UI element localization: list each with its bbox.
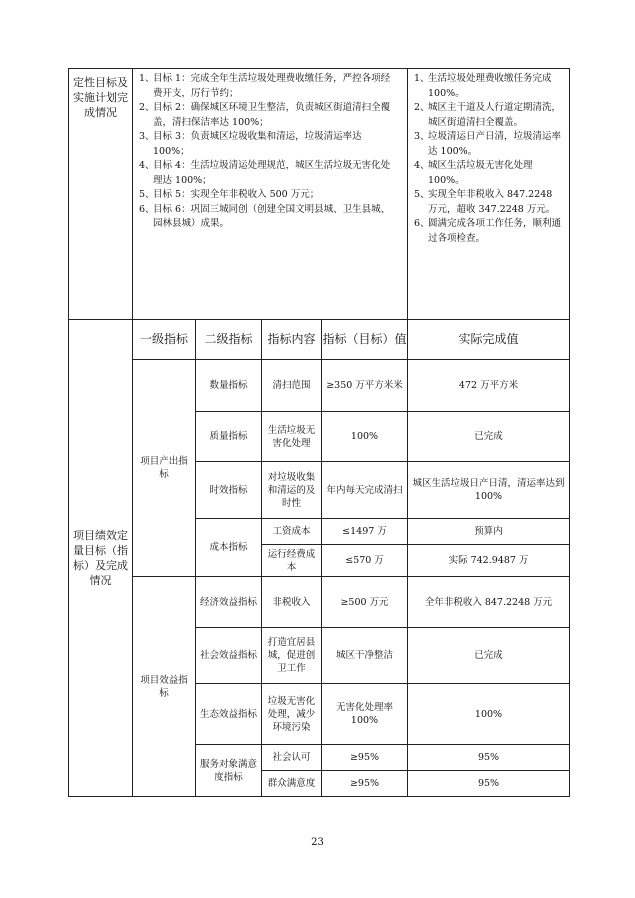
targets-cell <box>133 69 408 320</box>
header-content: 指标内容 <box>262 320 322 360</box>
table-row <box>69 577 570 628</box>
public-satisfaction-target: ≥95% <box>322 771 408 797</box>
operating-cost-content: 运行经费成本 <box>262 545 322 577</box>
header-actual: 实际完成值 <box>408 320 570 360</box>
social-actual: 已完成 <box>408 628 570 684</box>
list-item-number: 4、 <box>414 160 430 171</box>
list-item <box>139 72 399 101</box>
list-item-text: 目标 3：负责城区垃圾收集和清运，垃圾清运率达 100%； <box>153 131 362 157</box>
social-content: 打造宜居县城，促进创卫工作 <box>262 628 322 684</box>
ecological-content: 垃圾无害化处理，减少环境污染 <box>262 684 322 745</box>
quantity-content: 清扫范围 <box>262 360 322 412</box>
page-number: 23 <box>311 837 324 848</box>
timeliness-content: 对垃圾收集和清运的及时性 <box>262 462 322 519</box>
benefit-level1: 项目效益指标 <box>133 577 196 797</box>
economic-level2: 经济效益指标 <box>196 577 262 628</box>
public-satisfaction-actual: 95% <box>408 771 570 797</box>
list-item-text: 垃圾清运日产日清，垃圾清运率达 100%。 <box>428 131 562 157</box>
list-item <box>139 101 399 130</box>
timeliness-actual: 城区生活垃圾日产日清，清运率达到 100% <box>408 462 570 519</box>
list-item-number: 5、 <box>414 189 430 200</box>
list-item-number: 1、 <box>139 73 155 84</box>
quality-target: 100% <box>322 412 408 462</box>
header-row <box>69 320 570 360</box>
list-item-text: 目标 2：确保城区环境卫生整洁，负责城区街道清扫全覆盖，清扫保洁率达 100%； <box>153 102 391 128</box>
list-item <box>414 130 561 159</box>
list-item <box>139 130 399 159</box>
quantity-level2: 数量指标 <box>196 360 262 412</box>
list-item-number: 2、 <box>139 102 155 113</box>
cost-level2: 成本指标 <box>196 519 262 577</box>
wage-cost-content: 工资成本 <box>262 519 322 545</box>
social-recognition-target: ≥95% <box>322 745 408 771</box>
list-item-text: 圆满完成各项工作任务，顺利通过各项检查。 <box>428 218 562 244</box>
social-recognition-content: 社会认可 <box>262 745 322 771</box>
header-target: 指标（目标）值 <box>322 320 408 360</box>
economic-actual: 全年非税收入 847.2248 万元 <box>408 577 570 628</box>
list-item <box>139 159 399 188</box>
list-item-number: 3、 <box>414 131 430 142</box>
list-item-text: 目标 5：实现全年非税收入 500 万元； <box>153 189 320 200</box>
list-item-text: 目标 1：完成全年生活垃圾处理费收缴任务，严控各项经费开支，厉行节约； <box>153 73 391 99</box>
quantitative-indicators-table <box>68 319 570 797</box>
satisfaction-level2: 服务对象满意度指标 <box>196 745 262 797</box>
quality-content: 生活垃圾无害化处理 <box>262 412 322 462</box>
list-item <box>414 188 561 217</box>
wage-cost-target: ≤1497 万 <box>322 519 408 545</box>
targets-list <box>133 69 407 235</box>
list-item <box>139 188 399 203</box>
qualitative-section-label: 定性目标及实施计划完成情况 <box>69 69 133 320</box>
ecological-actual: 100% <box>408 684 570 745</box>
list-item <box>414 217 561 246</box>
ecological-level2: 生态效益指标 <box>196 684 262 745</box>
ecological-target: 无害化处理率 100% <box>322 684 408 745</box>
results-list <box>408 69 569 249</box>
list-item-number: 3、 <box>139 131 155 142</box>
list-item-text: 实现全年非税收入 847.2248 万元，超收 347.2248 万元。 <box>428 189 556 215</box>
list-item-text: 目标 4：生活垃圾清运处理规范，城区生活垃圾无害化处理达 100%； <box>153 160 391 186</box>
quantity-actual: 472 万平方米 <box>408 360 570 412</box>
timeliness-level2: 时效指标 <box>196 462 262 519</box>
list-item-text: 生活垃圾处理费收缴任务完成 100%。 <box>428 73 552 99</box>
social-recognition-actual: 95% <box>408 745 570 771</box>
operating-cost-target: ≤570 万 <box>322 545 408 577</box>
list-item-text: 目标 6：巩固三城同创（创建全国文明县城、卫生县城、园林县城）成果。 <box>153 203 391 229</box>
list-item-number: 2、 <box>414 102 430 113</box>
list-item <box>139 203 399 232</box>
header-level2: 二级指标 <box>196 320 262 360</box>
social-level2: 社会效益指标 <box>196 628 262 684</box>
quantitative-section-label: 项目绩效定量目标（指标）及完成情况 <box>69 320 133 797</box>
list-item <box>414 159 561 188</box>
economic-target: ≥500 万元 <box>322 577 408 628</box>
operating-cost-actual: 实际 742.9487 万 <box>408 545 570 577</box>
list-item-text: 城区主干道及人行道定期清洗，城区街道清扫全覆盖。 <box>428 102 562 128</box>
header-level1: 一级指标 <box>133 320 196 360</box>
quality-level2: 质量指标 <box>196 412 262 462</box>
list-item-number: 6、 <box>414 218 430 229</box>
list-item <box>414 72 561 101</box>
list-item <box>414 101 561 130</box>
results-cell <box>408 69 570 320</box>
wage-cost-actual: 预算内 <box>408 519 570 545</box>
list-item-number: 6、 <box>139 203 155 215</box>
public-satisfaction-content: 群众满意度 <box>262 771 322 797</box>
list-item-number: 4、 <box>139 160 155 171</box>
output-level1: 项目产出指标 <box>133 360 196 577</box>
list-item-number: 1、 <box>414 73 430 84</box>
economic-content: 非税收入 <box>262 577 322 628</box>
quality-actual: 已完成 <box>408 412 570 462</box>
list-item-number: 5、 <box>139 189 155 200</box>
timeliness-target: 年内每天完成清扫 <box>322 462 408 519</box>
quantity-target: ≥350 万平方米米 <box>322 360 408 412</box>
list-item-text: 城区生活垃圾无害化处理 100%。 <box>428 160 533 186</box>
qualitative-targets-table <box>68 68 570 320</box>
table-row <box>69 360 570 412</box>
social-target: 城区干净整洁 <box>322 628 408 684</box>
